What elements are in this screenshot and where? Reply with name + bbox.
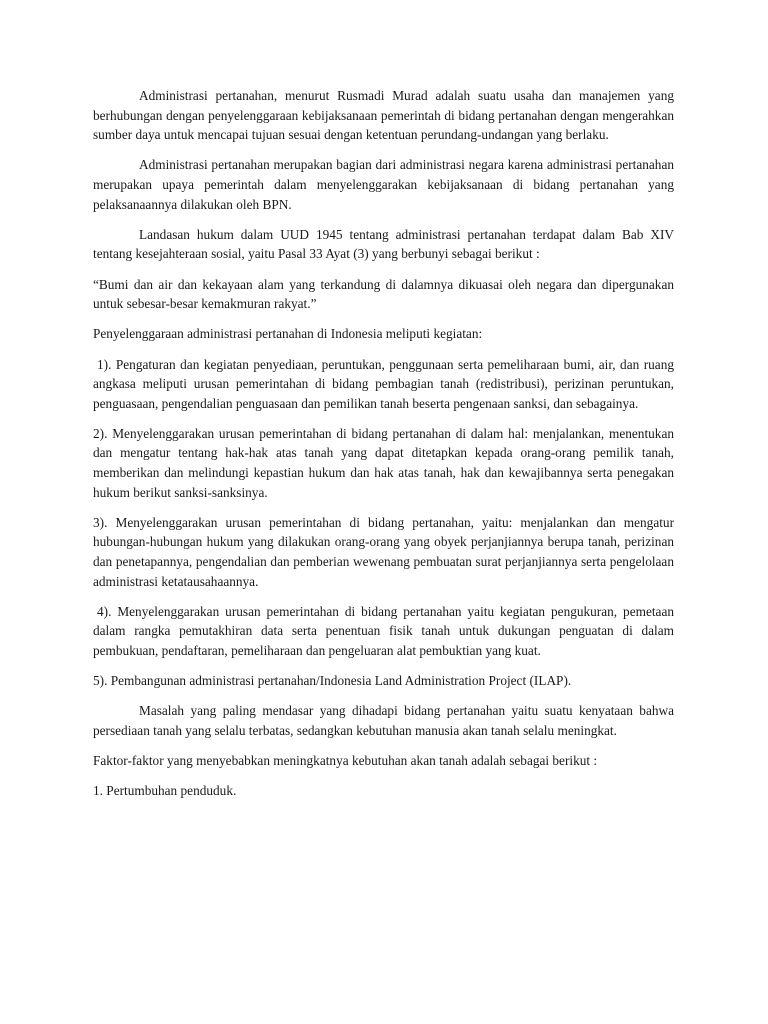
paragraph-legal-basis: Landasan hukum dalam UUD 1945 tentang administrasi pertanahan terdapat dalam Bab XIV tentang kesejahteraan sosial, yaitu Pasal 33 Ayat (3) yang berbunyi sebagai berikut : (93, 226, 674, 262)
paragraph-activities-intro: Penyelenggaraan administrasi pertanahan di Indonesia meliputi kegiatan: (93, 326, 483, 342)
list-item-activity-3: 3). Menyelenggarakan urusan pemerintahan di bidang pertanahan, yaitu: menjalankan dan mengatur hubungan-hubungan hukum yang dilakukan orang-orang yang obyek perjanjiannya berupa tanah, perizinan dan penetapannya, pengendalian dan pemberian wewenang pembuatan surat perjanjiannya serta pengelolaan administrasi ketatausahaannya. (93, 514, 674, 589)
list-item-factor-1: 1. Pertumbuhan penduduk. (93, 783, 237, 799)
list-item-activity-4: 4). Menyelenggarakan urusan pemerintahan di bidang pertanahan yaitu kegiatan pengukuran, pemetaan dalam rangka pemutakhiran data serta penentuan fisik tanah untuk dukungan penguatan di dalam pembukuan, pendaftaran, pemeliharaan dan pengeluaran alat pembuktian yang kuat. (93, 603, 674, 658)
list-item-activity-5: 5). Pembangunan administrasi pertanahan/Indonesia Land Administration Project (ILAP). (93, 673, 572, 689)
list-item-activity-1: 1). Pengaturan dan kegiatan penyediaan, peruntukan, penggunaan serta pemeliharaan bumi, air, dan ruang angkasa meliputi urusan pemerintahan di bidang pembagian tanah (redistribusi), perizinan peruntukan, penguasaan, pengendalian penguasaan dan pemilikan tanah beserta pengenaan sanksi, dan sebagainya. (93, 356, 674, 411)
paragraph-quote: “Bumi dan air dan kekayaan alam yang terkandung di dalamnya dikuasai oleh negara dan dipergunakan untuk sebesar-besar kemakmuran rakyat.” (93, 276, 674, 312)
document-page (93, 86, 674, 812)
paragraph-basic-problem: Masalah yang paling mendasar yang dihadapi bidang pertanahan yaitu suatu kenyataan bahwa persediaan tanah yang selalu terbatas, sedangkan kebutuhan manusia akan tanah selalu meningkat. (93, 703, 674, 738)
paragraph-part-of-state-admin: Administrasi pertanahan merupakan bagian dari administrasi negara karena administrasi pertanahan merupakan upaya pemerintah dalam menyelenggarakan kebijaksanaan di bidang pertanahan yang pelaksanaannya dilakukan oleh BPN. (93, 157, 674, 212)
paragraph-factors-intro: Faktor-faktor yang menyebabkan meningkatnya kebutuhan akan tanah adalah sebagai berikut : (93, 753, 598, 769)
list-item-activity-2: 2). Menyelenggarakan urusan pemerintahan di bidang pertanahan di dalam hal: menjalankan, menentukan dan mengatur tentang hak-hak atas tanah yang dapat ditetapkan kepada orang-orang pemilik tanah, memberikan dan melindungi kepastian hukum dan hak atas tanah, hak dan kewajibannya serta penegakan hukum berikut sanksi-sanksinya. (93, 425, 674, 500)
paragraph-definition: Administrasi pertanahan, menurut Rusmadi Murad adalah suatu usaha dan manajemen yang berhubungan dengan penyelenggaraan kebijaksanaan pemerintah di bidang pertanahan dengan mengerahkan sumber daya untuk mencapai tujuan sesuai dengan ketentuan perundang-undangan yang berlaku. (93, 88, 674, 143)
